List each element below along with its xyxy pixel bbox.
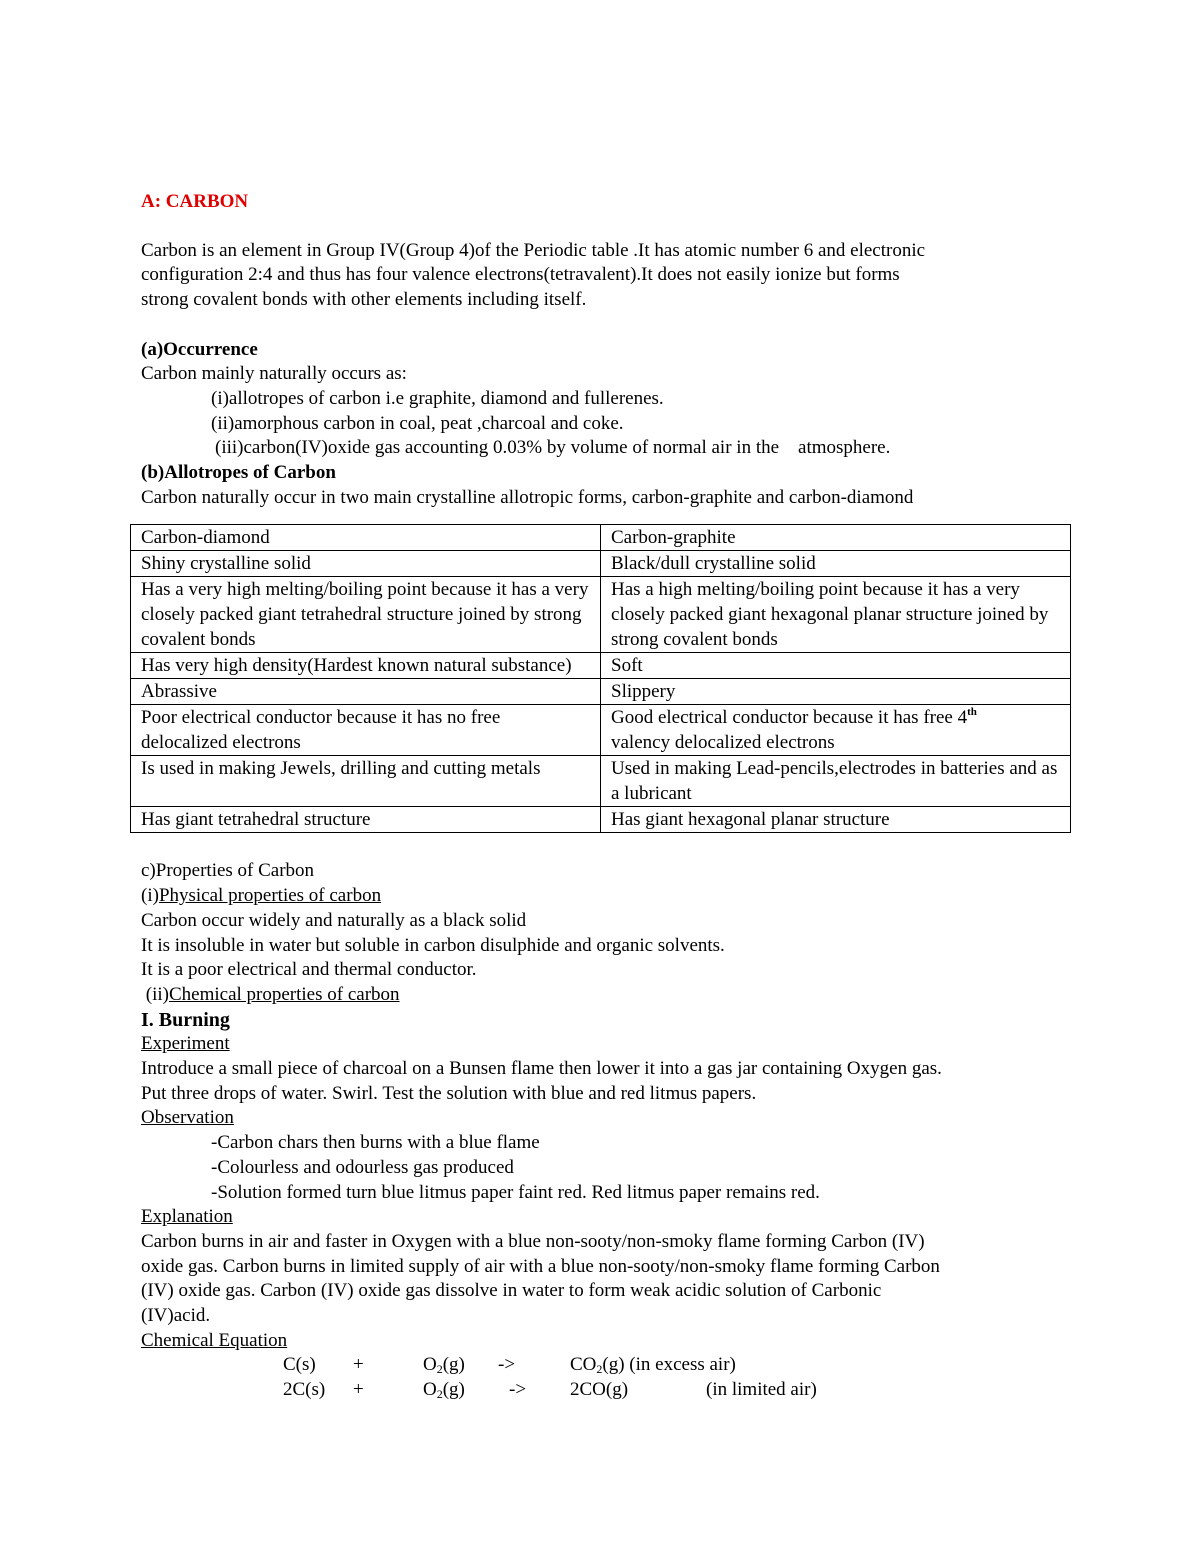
experiment-line: Introduce a small piece of charcoal on a Bunsen flame then lower it into a gas jar containing Oxygen gas. bbox=[141, 1058, 942, 1080]
table-cell: Carbon-diamond bbox=[131, 525, 601, 551]
explanation-line: (IV)acid. bbox=[141, 1305, 211, 1327]
table-cell bbox=[601, 705, 1071, 756]
table-cell: Is used in making Jewels, drilling and cutting metals bbox=[131, 756, 601, 807]
table-cell: Has a high melting/boiling point because it has a very closely packed giant hexagonal planar structure joined by strong covalent bonds bbox=[601, 577, 1071, 653]
physical-heading-line bbox=[141, 884, 1071, 909]
table-cell: Soft bbox=[601, 653, 1071, 679]
table-cell: Shiny crystalline solid bbox=[131, 551, 601, 577]
cell-text: valency delocalized electrons bbox=[611, 732, 835, 754]
burning-heading: I. Burning bbox=[141, 1008, 230, 1031]
observation-item: -Colourless and odourless gas produced bbox=[211, 1156, 514, 1178]
eq-plus: + bbox=[353, 1354, 364, 1376]
superscript-th: th bbox=[967, 706, 977, 719]
eq-reactant: 2C(s) bbox=[283, 1379, 326, 1401]
eq-reactant: C(s) bbox=[283, 1354, 316, 1376]
eq-oxygen: $O_2(g)$ bbox=[423, 1379, 465, 1402]
table-cell: Abrassive bbox=[131, 679, 601, 705]
physical-prefix: (i) bbox=[141, 885, 159, 907]
table-row bbox=[131, 756, 1071, 807]
physical-property: It is a poor electrical and thermal conductor. bbox=[141, 959, 477, 981]
eq-plus: + bbox=[353, 1379, 364, 1401]
intro-line: configuration 2:4 and thus has four valence electrons(tetravalent).It does not easily ionize but forms bbox=[141, 264, 900, 286]
allotrope-comparison-table bbox=[130, 524, 1071, 833]
table-row bbox=[131, 705, 1071, 756]
intro-line: strong covalent bonds with other elements including itself. bbox=[141, 289, 587, 311]
table-row bbox=[131, 679, 1071, 705]
chemical-equation bbox=[141, 1378, 1071, 1403]
observation-item: -Carbon chars then burns with a blue flame bbox=[211, 1132, 540, 1154]
table-row bbox=[131, 525, 1071, 551]
table-row bbox=[131, 653, 1071, 679]
occurrence-heading: (a)Occurrence bbox=[141, 338, 258, 360]
table-cell: Has very high density(Hardest known natural substance) bbox=[131, 653, 601, 679]
table-cell: Carbon-graphite bbox=[601, 525, 1071, 551]
physical-property: Carbon occur widely and naturally as a black solid bbox=[141, 909, 527, 931]
eq-arrow: -> bbox=[498, 1354, 516, 1376]
table-cell: Has giant hexagonal planar structure bbox=[601, 807, 1071, 833]
occurrence-lead: Carbon mainly naturally occurs as: bbox=[141, 363, 407, 385]
allotropes-lead: Carbon naturally occur in two main crystalline allotropic forms, carbon-graphite and carbon-diamond bbox=[141, 486, 914, 508]
occurrence-item: (i)allotropes of carbon i.e graphite, diamond and fullerenes. bbox=[211, 387, 664, 409]
properties-heading: c)Properties of Carbon bbox=[141, 860, 315, 882]
occurrence-item: (iii)carbon(IV)oxide gas accounting 0.03% by volume of normal air in the atmosphere. bbox=[215, 437, 891, 459]
intro-line: Carbon is an element in Group IV(Group 4)of the Periodic table .It has atomic number 6 and electronic bbox=[141, 239, 926, 261]
cell-text: Good electrical conductor because it has free 4 bbox=[611, 707, 968, 729]
table-cell: Poor electrical conductor because it has no free delocalized electrons bbox=[131, 705, 601, 756]
eq-arrow: -> bbox=[509, 1379, 527, 1401]
eq-product: 2CO(g) bbox=[570, 1379, 629, 1401]
document-page bbox=[141, 190, 1071, 1403]
table-cell: Has giant tetrahedral structure bbox=[131, 807, 601, 833]
explanation-line: (IV) oxide gas. Carbon (IV) oxide gas dissolve in water to form weak acidic solution of Carbonic bbox=[141, 1280, 882, 1302]
physical-heading: Physical properties of carbon bbox=[158, 885, 382, 907]
eq-oxygen: $O_2(g)$ bbox=[423, 1354, 465, 1377]
eq-product: $CO_2(g)$ (in excess air) bbox=[570, 1354, 736, 1377]
observation-item: -Solution formed turn blue litmus paper faint red. Red litmus paper remains red. bbox=[211, 1181, 820, 1203]
experiment-line: Put three drops of water. Swirl. Test the solution with blue and red litmus papers. bbox=[141, 1082, 757, 1104]
table-cell: Black/dull crystalline solid bbox=[601, 551, 1071, 577]
explanation-heading: Explanation bbox=[141, 1206, 233, 1228]
eq-condition: (in limited air) bbox=[706, 1379, 817, 1401]
table-cell: Used in making Lead-pencils,electrodes in batteries and as a lubricant bbox=[601, 756, 1071, 807]
intro-paragraph bbox=[141, 239, 1071, 313]
allotropes-heading: (b)Allotropes of Carbon bbox=[141, 462, 336, 484]
explanation-line: Carbon burns in air and faster in Oxygen with a blue non-sooty/non-smoky flame forming Carbon (IV) bbox=[141, 1230, 925, 1252]
physical-property: It is insoluble in water but soluble in carbon disulphide and organic solvents. bbox=[141, 934, 725, 956]
section-title: A: CARBON bbox=[141, 191, 249, 212]
table-row bbox=[131, 577, 1071, 653]
chemical-heading-line bbox=[141, 983, 1071, 1008]
chemical-heading: Chemical properties of carbon bbox=[168, 983, 400, 1005]
observation-heading: Observation bbox=[141, 1107, 234, 1129]
occurrence-item: (ii)amorphous carbon in coal, peat ,charcoal and coke. bbox=[211, 412, 624, 434]
chemical-prefix: (ii) bbox=[141, 983, 169, 1005]
equation-heading: Chemical Equation bbox=[141, 1329, 288, 1351]
explanation-line: oxide gas. Carbon burns in limited supply of air with a blue non-sooty/non-smoky flame forming Carbon bbox=[141, 1255, 940, 1277]
table-cell: Has a very high melting/boiling point because it has a very closely packed giant tetrahedral structure joined by strong covalent bonds bbox=[131, 577, 601, 653]
table-row bbox=[131, 807, 1071, 833]
experiment-heading: Experiment bbox=[141, 1033, 230, 1055]
table-cell: Slippery bbox=[601, 679, 1071, 705]
chemical-equation bbox=[141, 1353, 1071, 1378]
table-row bbox=[131, 551, 1071, 577]
